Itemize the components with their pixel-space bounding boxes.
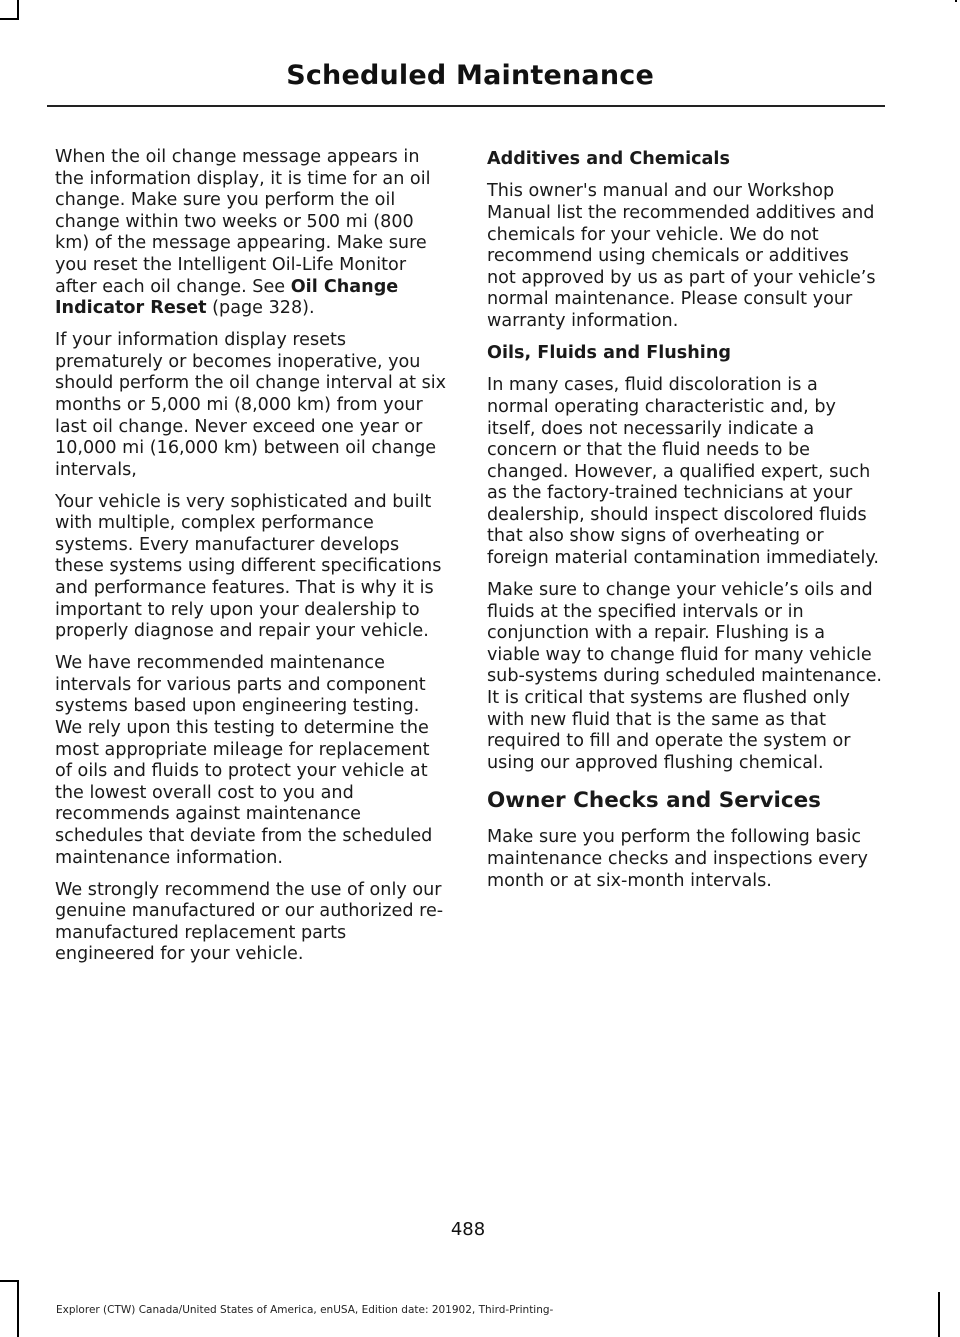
page-number: 488 (450, 1219, 486, 1240)
oil-change-indicator-reset-link[interactable]: Oil Change Indicator Reset (55, 276, 399, 319)
crop-mark-bottom-right-vertical (938, 1292, 940, 1337)
paragraph-additives: This owner's manual and our Workshop Manual list the recommended additives and chemicals for your vehicle. We do not recommend using chemicals or additives not approved by us as part of your vehicle’s normal maintenance. Please consult your warranty information. (487, 181, 876, 331)
left-column (55, 147, 450, 976)
crop-mark-bottom-left-vertical (17, 1280, 19, 1337)
paragraph-text: When the oil change message appears in the information display, it is time for an oil change. Make sure you perform the oil change within two weeks or 500 mi (800 km) of the message appearing. Make sure you reset the Intelligent Oil-Life Monitor after each oil change. See (55, 147, 431, 297)
heading-owner-checks-and-services: Owner Checks and Services (487, 788, 821, 814)
crop-mark-right-edge-tick (955, 0, 957, 2)
page-title: Scheduled Maintenance (286, 60, 654, 91)
paragraph-display-resets: If your information display resets prematurely or becomes inoperative, you should perform the oil change interval at six months or 5,000 mi (8,000 km) from your last oil change. Never exceed one year or 10,000 mi (16,000 km) between oil change intervals, (55, 330, 447, 480)
paragraph-recommended-intervals: We have recommended maintenance intervals for various parts and component systems based upon engineering testing. We rely upon this testing to determine the most appropriate mileage for replacement of oils and fluids to protect your vehicle at the lowest overall cost to you and recommends against maintenance schedules that deviate from the scheduled maintenance information. (55, 653, 433, 868)
header-divider (47, 105, 885, 107)
crop-mark-top-left-vertical (17, 0, 19, 20)
crop-mark-bottom-left-horizontal (0, 1280, 19, 1282)
page-reference: (page 328). (206, 298, 315, 319)
paragraph-sophisticated-vehicle: Your vehicle is very sophisticated and built with multiple, complex performance systems. Every manufacturer develops these systems using different specifications and performance features. That is why it is important to rely upon your dealership to properly diagnose and repair your vehicle. (55, 491, 442, 642)
heading-oils-fluids-flushing: Oils, Fluids and Flushing (487, 342, 731, 363)
heading-additives-and-chemicals: Additives and Chemicals (487, 149, 730, 169)
right-column (487, 147, 882, 903)
crop-mark-top-left-horizontal (0, 18, 19, 20)
paragraph-change-oils: Make sure to change your vehicle’s oils and fluids at the specified intervals or in conjunction with a repair. Flushing is a viable way to change fluid for many vehicle sub-systems during scheduled maintenance. It is critical that systems are flushed only with new fluid that is the same as that required to fill and operate the system or using our approved flushing chemical. (487, 580, 883, 773)
paragraph-fluid-discoloration: In many cases, fluid discoloration is a normal operating characteristic and, by itself, does not necessarily indicate a concern or that the fluid needs to be changed. However, a qualified expert, such as the factory-trained technicians at your dealership, should inspect discolored fluids that also show signs of overheating or foreign material contamination immediately. (487, 375, 879, 569)
paragraph-oil-change-message (55, 147, 450, 320)
paragraph-genuine-parts: We strongly recommend the use of only our genuine manufactured or our authorized re-manufactured replacement parts engineered for your vehicle. (55, 879, 444, 965)
paragraph-owner-checks: Make sure you perform the following basic maintenance checks and inspections every month or at six-month intervals. (487, 827, 868, 891)
edition-footer: Explorer (CTW) Canada/United States of America, enUSA, Edition date: 201902, Third-Printing- (56, 1304, 554, 1316)
